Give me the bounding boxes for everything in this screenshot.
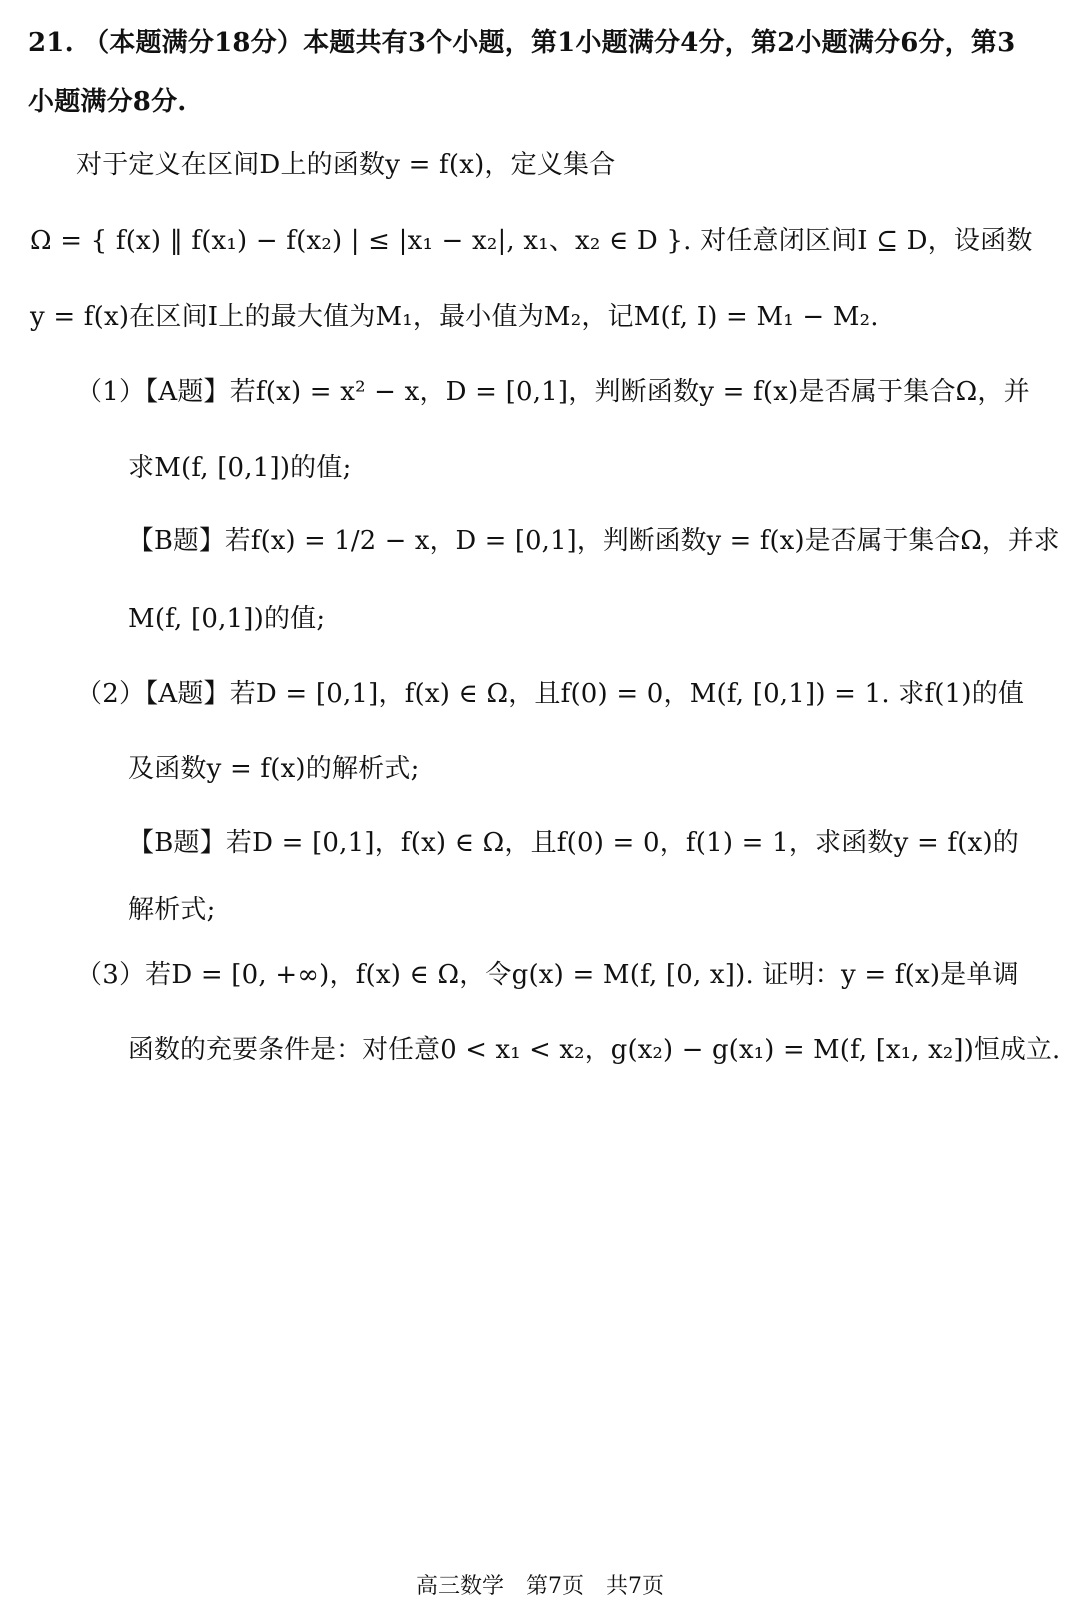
intro-line-1: 对于定义在区间D上的函数y = f(x)，定义集合 xyxy=(76,150,616,180)
part1-b-line-2: M(f, [0,1])的值; xyxy=(128,604,326,634)
part2-a-line-2: 及函数y = f(x)的解析式; xyxy=(128,754,420,784)
page-footer: 高三数学 第7页 共7页 xyxy=(416,1574,664,1599)
part3-line-2: 函数的充要条件是：对任意0 < x₁ < x₂，g(x₂) − g(x₁) = M(f, [x₁, x₂])恒成立. xyxy=(128,1035,1061,1065)
part2-b-line-1: 【B题】若D = [0,1]，f(x) ∈ Ω，且f(0) = 0，f(1) = 1，求函数y = f(x)的 xyxy=(128,828,1020,858)
part2-b-line-2: 解析式; xyxy=(128,895,216,925)
question-header-line-2: 小题满分8分. xyxy=(28,87,187,117)
question-header-line-1: 21. （本题满分18分）本题共有3个小题，第1小题满分4分，第2小题满分6分，第3 xyxy=(28,28,1016,58)
intro-line-3-max-min: y = f(x)在区间I上的最大值为M₁，最小值为M₂，记M(f, I) = M₁ − M₂. xyxy=(30,302,879,332)
part1-a-line-1: （1）【A题】若f(x) = x² − x，D = [0,1]，判断函数y = f(x)是否属于集合Ω，并 xyxy=(76,377,1030,407)
part1-a-line-2: 求M(f, [0,1])的值; xyxy=(128,453,352,483)
intro-line-2-set-definition: Ω = { f(x) ‖ f(x₁) − f(x₂) | ≤ |x₁ − x₂|, x₁、x₂ ∈ D }. 对任意闭区间I ⊆ D，设函数 xyxy=(30,226,1033,256)
part3-line-1: （3）若D = [0, +∞)，f(x) ∈ Ω，令g(x) = M(f, [0, x]). 证明：y = f(x)是单调 xyxy=(76,960,1019,990)
part1-b-line-1: 【B题】若f(x) = 1/2 − x，D = [0,1]，判断函数y = f(x)是否属于集合Ω，并求 xyxy=(128,526,1060,556)
part2-a-line-1: （2）【A题】若D = [0,1]，f(x) ∈ Ω，且f(0) = 0，M(f, [0,1]) = 1. 求f(1)的值 xyxy=(76,679,1025,709)
